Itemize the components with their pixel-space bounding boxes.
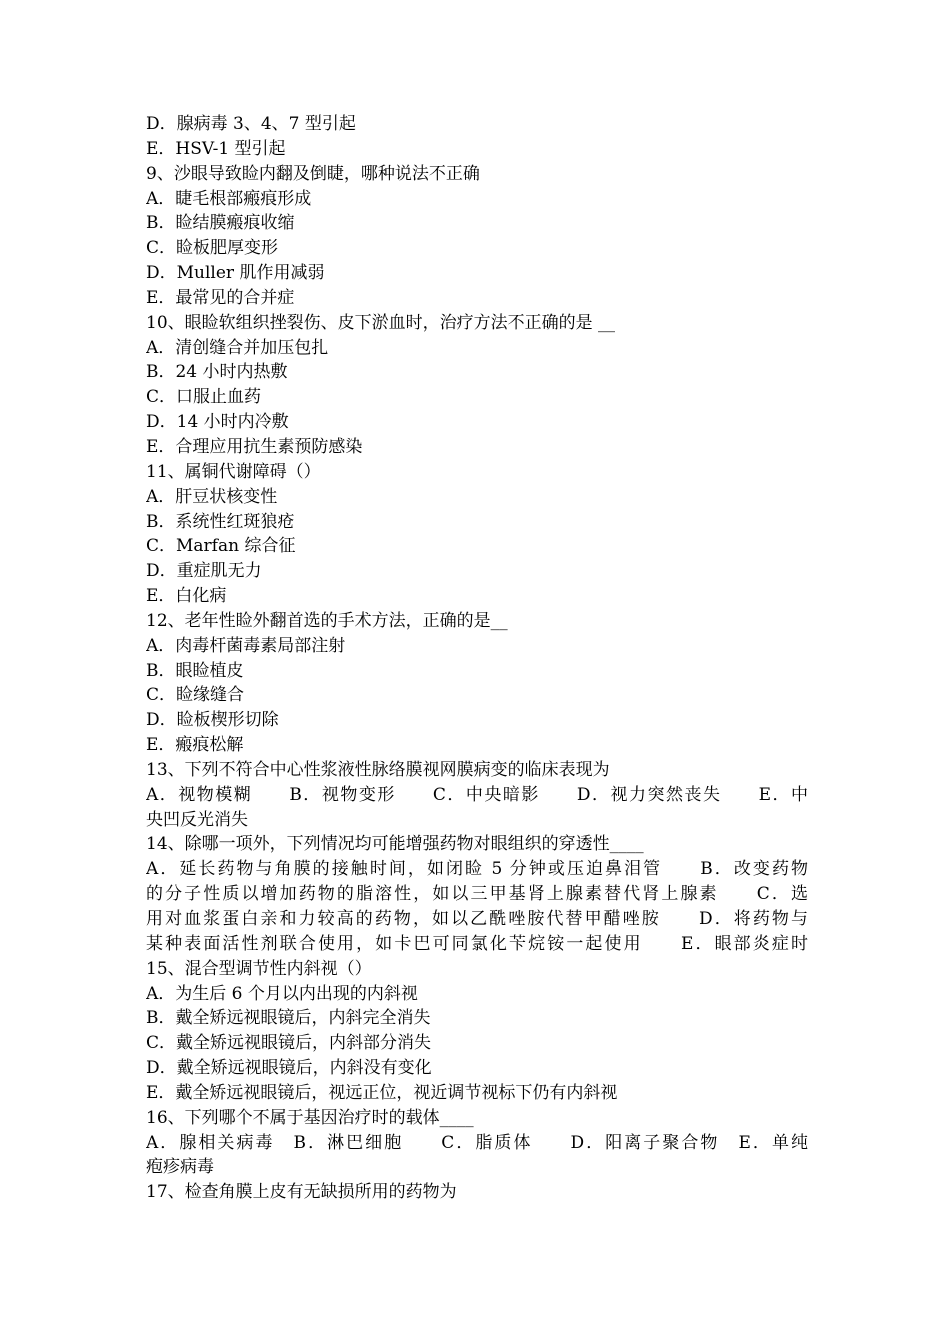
options-q14-line-1: A．延长药物与角膜的接触时间，如闭睑 5 分钟或压迫鼻泪管 B．改变药物 bbox=[146, 859, 808, 880]
option-d-q15: D．戴全矫远视眼镜后，内斜没有变化 bbox=[146, 1058, 432, 1079]
option-d-q12: D．睑板楔形切除 bbox=[146, 710, 279, 731]
option-a-q12: A．肉毒杆菌毒素局部注射 bbox=[146, 635, 346, 656]
options-q13-line-2: 央凹反光消失 bbox=[146, 809, 248, 830]
document-page bbox=[146, 112, 808, 1205]
question-14: 14、除哪一项外，下列情况均可能增强药物对眼组织的穿透性____ bbox=[146, 834, 644, 855]
option-e-q8: E．HSV-1 型引起 bbox=[146, 138, 286, 159]
option-a-q9: A．睫毛根部瘢痕形成 bbox=[146, 188, 312, 209]
option-b-q12: B．眼睑植皮 bbox=[146, 660, 244, 681]
options-q14-line-4: 某种表面活性剂联合使用，如卡巴可同氯化苄烷铵一起使用 E．眼部炎症时 bbox=[146, 933, 808, 954]
option-a-q11: A．肝豆状核变性 bbox=[146, 486, 278, 507]
question-17: 17、检查角膜上皮有无缺损所用的药物为 bbox=[146, 1182, 457, 1203]
question-9: 9、沙眼导致睑内翻及倒睫，哪种说法不正确 bbox=[146, 163, 480, 184]
option-e-q15: E．戴全矫远视眼镜后，视远正位，视近调节视标下仍有内斜视 bbox=[146, 1082, 618, 1103]
option-e-q10: E．合理应用抗生素预防感染 bbox=[146, 436, 363, 457]
option-a-q15: A．为生后 6 个月以内出现的内斜视 bbox=[146, 983, 418, 1004]
option-c-q15: C．戴全矫远视眼镜后，内斜部分消失 bbox=[146, 1033, 432, 1054]
option-d-q8: D．腺病毒 3、4、7 型引起 bbox=[146, 114, 356, 134]
question-10: 10、眼睑软组织挫裂伤、皮下淤血时，治疗方法不正确的是 __ bbox=[146, 312, 616, 333]
options-q14-line-3: 用对血浆蛋白亲和力较高的药物，如以乙酰唑胺代替甲醋唑胺 D．将药物与 bbox=[146, 909, 808, 929]
option-d-q9: D．Muller 肌作用减弱 bbox=[146, 263, 325, 284]
options-q16-line-2: 疱疹病毒 bbox=[146, 1157, 214, 1178]
question-13: 13、下列不符合中心性浆液性脉络膜视网膜病变的临床表现为 bbox=[146, 759, 610, 780]
option-b-q10: B．24 小时内热敷 bbox=[146, 362, 288, 383]
options-q16-line-1: A．腺相关病毒 B．淋巴细胞 C．脂质体 D．阳离子聚合物 E．单纯 bbox=[146, 1132, 808, 1153]
option-a-q10: A．清创缝合并加压包扎 bbox=[146, 337, 329, 358]
option-c-q9: C．睑板肥厚变形 bbox=[146, 238, 279, 259]
option-e-q11: E．白化病 bbox=[146, 586, 227, 607]
option-d-q11: D．重症肌无力 bbox=[146, 561, 262, 582]
option-e-q9: E．最常见的合并症 bbox=[146, 287, 295, 308]
option-e-q12: E．瘢痕松解 bbox=[146, 735, 244, 756]
option-b-q11: B．系统性红斑狼疮 bbox=[146, 511, 295, 532]
option-b-q15: B．戴全矫远视眼镜后，内斜完全消失 bbox=[146, 1008, 431, 1029]
question-15: 15、混合型调节性内斜视（） bbox=[146, 958, 372, 979]
question-16: 16、下列哪个不属于基因治疗时的载体____ bbox=[146, 1107, 474, 1128]
option-c-q10: C．口服止血药 bbox=[146, 387, 262, 408]
option-d-q10: D．14 小时内冷敷 bbox=[146, 412, 289, 433]
option-c-q11: C．Marfan 综合征 bbox=[146, 536, 296, 557]
options-q14-line-2: 的分子性质以增加药物的脂溶性，如以三甲基肾上腺素替代肾上腺素 C．选 bbox=[146, 884, 808, 905]
options-q13-line-1: A．视物模糊 B．视物变形 C．中央暗影 D．视力突然丧失 E．中 bbox=[146, 784, 808, 805]
option-b-q9: B．睑结膜瘢痕收缩 bbox=[146, 213, 295, 234]
question-12: 12、老年性睑外翻首选的手术方法，正确的是__ bbox=[146, 610, 508, 631]
option-c-q12: C．睑缘缝合 bbox=[146, 685, 245, 706]
question-11: 11、属铜代谢障碍（） bbox=[146, 461, 321, 482]
